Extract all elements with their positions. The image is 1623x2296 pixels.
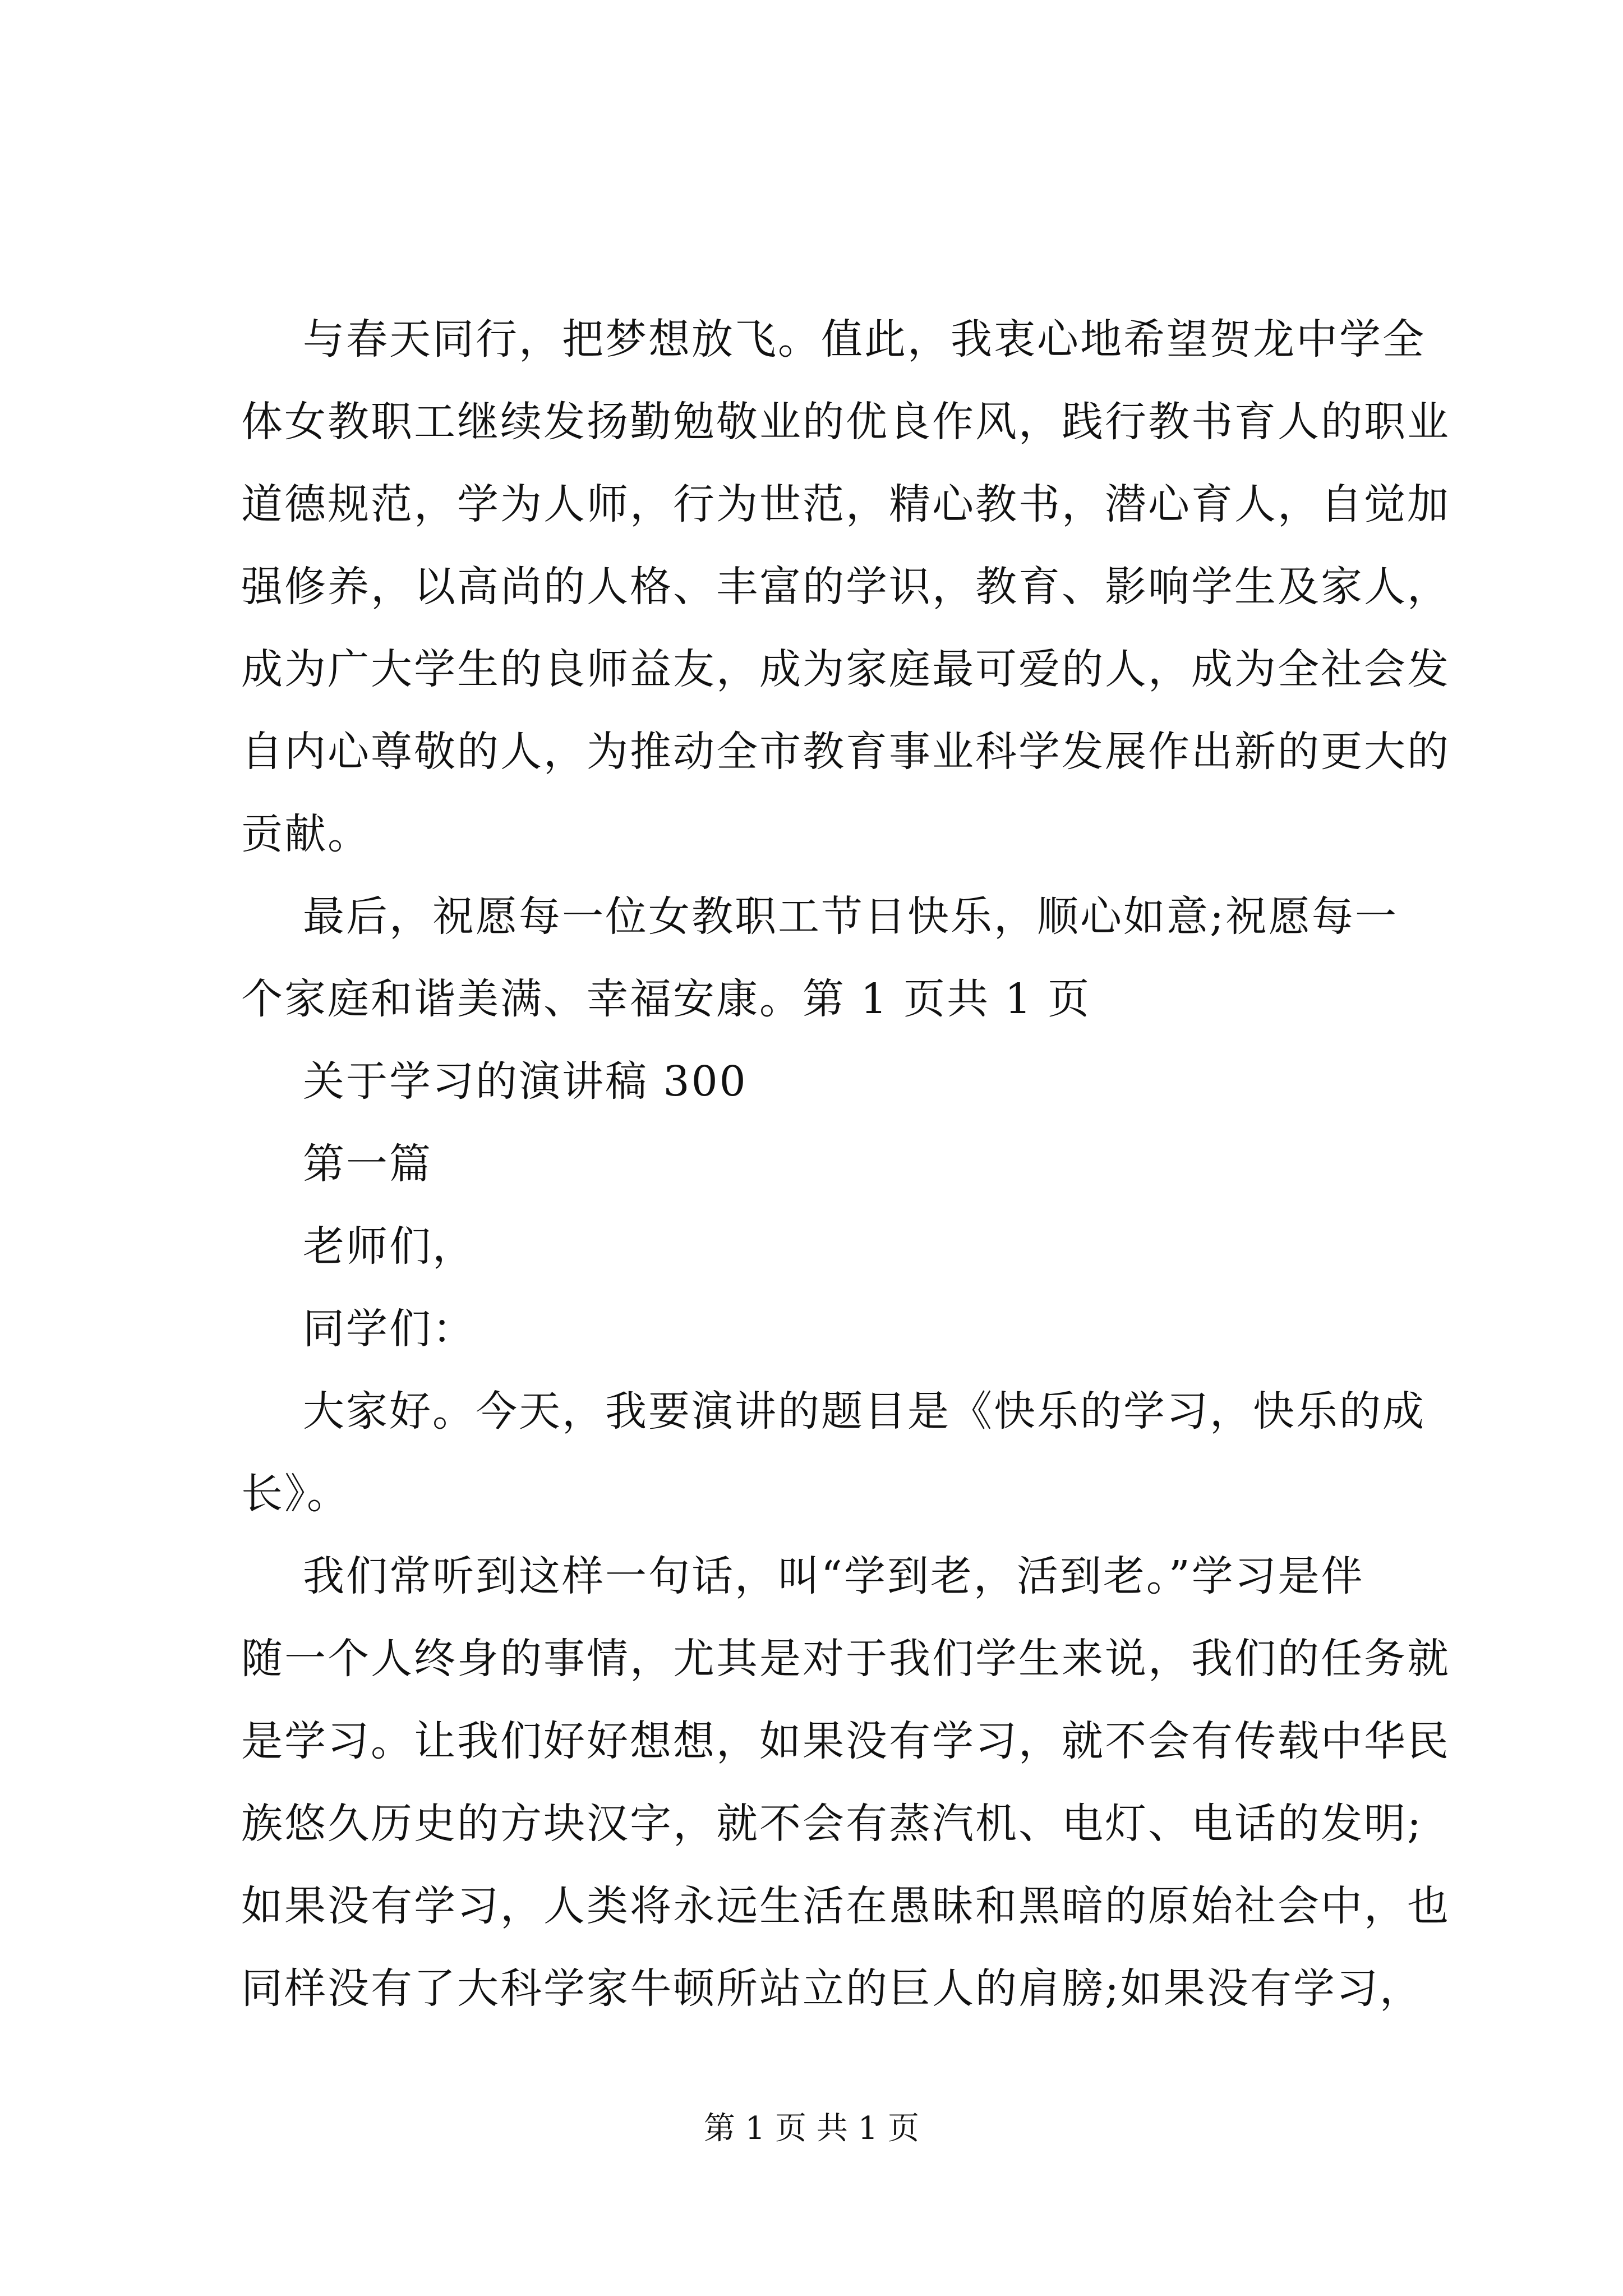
text-line: 强修养，以高尚的人格、丰富的学识，教育、影响学生及家人， (241, 563, 1450, 611)
page-footer: 第 1 页 共 1 页 (703, 2110, 920, 2147)
text-line: 是学习。让我们好好想想，如果没有学习，就不会有传载中华民 (241, 1717, 1450, 1765)
text-line: 第一篇 (303, 1140, 432, 1188)
text-line: 如果没有学习，人类将永远生活在愚昧和黑暗的原始社会中，也 (241, 1882, 1450, 1930)
text-line: 体女教职工继续发扬勤勉敬业的优良作风，践行教书育人的职业 (241, 398, 1450, 446)
text-line: 同样没有了大科学家牛顿所站立的巨人的肩膀;如果没有学习， (241, 1964, 1423, 2013)
text-line: 自内心尊敬的人，为推动全市教育事业科学发展作出新的更大的 (241, 728, 1450, 776)
text-line: 成为广大学生的良师益友，成为家庭最可爱的人，成为全社会发 (241, 645, 1450, 693)
text-line: 道德规范，学为人师，行为世范，精心教书，潜心育人，自觉加 (241, 480, 1450, 528)
text-line: 关于学习的演讲稿 300 (303, 1057, 748, 1106)
text-line: 与春天同行，把梦想放飞。值此，我衷心地希望贺龙中学全 (303, 315, 1426, 364)
text-line: 随一个人终身的事情，尤其是对于我们学生来说，我们的任务就 (241, 1635, 1450, 1683)
text-line: 大家好。今天，我要演讲的题目是《快乐的学习，快乐的成 (303, 1387, 1426, 1435)
text-line: 个家庭和谐美满、幸福安康。第 1 页共 1 页 (241, 975, 1091, 1023)
text-line: 长》。 (241, 1470, 350, 1518)
text-line: 我们常听到这样一句话，叫“学到老，活到老。”学习是伴 (303, 1552, 1364, 1600)
text-line: 老师们， (303, 1222, 476, 1271)
text-line: 最后，祝愿每一位女教职工节日快乐，顺心如意;祝愿每一 (303, 892, 1398, 941)
text-line: 同学们： (303, 1305, 476, 1353)
text-line: 贡献。 (241, 810, 371, 858)
text-line: 族悠久历史的方块汉字，就不会有蒸汽机、电灯、电话的发明; (241, 1800, 1423, 1848)
